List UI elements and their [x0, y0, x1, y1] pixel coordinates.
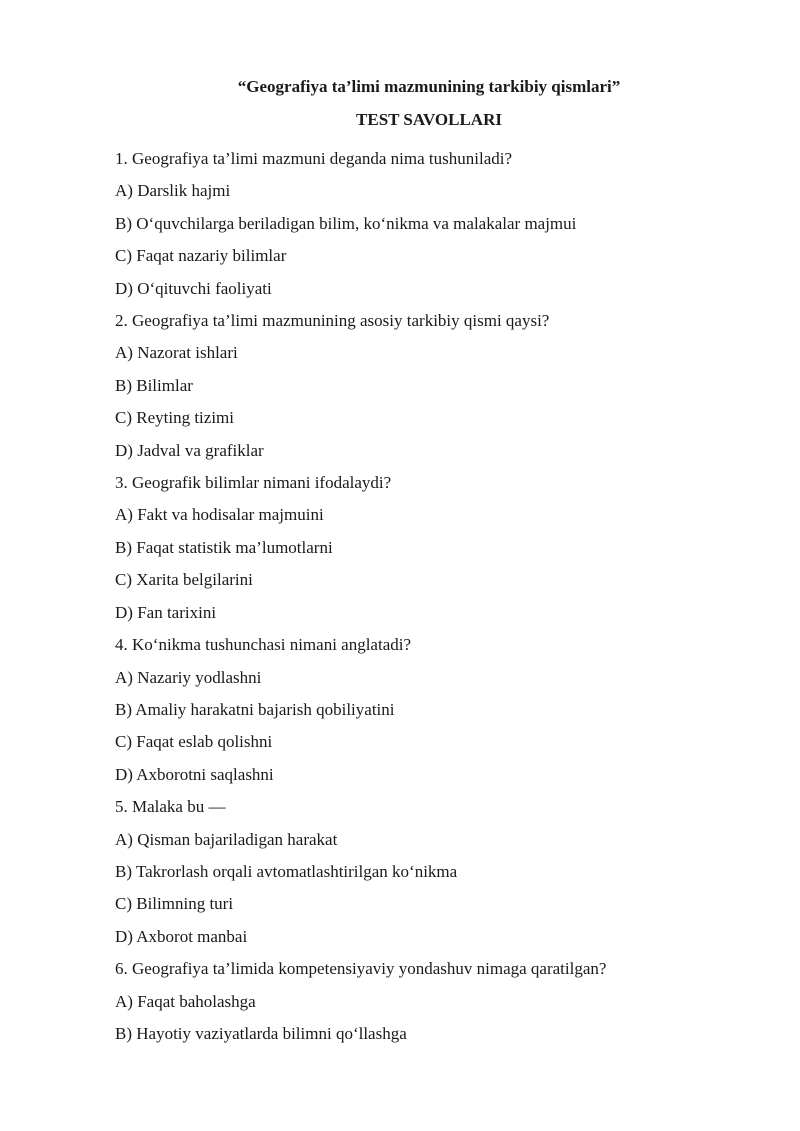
question-text: 4. Ko‘nikma tushunchasi nimani anglatadi? — [115, 635, 412, 655]
answer-option: A) Qisman bajariladigan harakat — [115, 829, 338, 849]
answer-option: B) Takrorlash orqali avtomatlashtirilgan ko‘nikma — [115, 861, 458, 881]
questions-list — [115, 143, 755, 1050]
answer-option: C) Bilimning turi — [115, 894, 234, 914]
answer-option: C) Xarita belgilarini — [115, 570, 253, 590]
question-text: 6. Geografiya ta’limida kompetensiyaviy yondashuv nimaga qaratilgan? — [115, 959, 607, 979]
answer-option: B) Hayotiy vaziyatlarda bilimni qo‘llashga — [115, 1023, 407, 1043]
answer-option: B) O‘quvchilarga beriladigan bilim, ko‘nikma va malakalar majmui — [115, 213, 577, 233]
answer-option: C) Reyting tizimi — [115, 408, 234, 428]
answer-option: D) Fan tarixini — [115, 602, 217, 622]
answer-option: B) Amaliy harakatni bajarish qobiliyatini — [115, 699, 395, 719]
answer-option: D) O‘qituvchi faoliyati — [115, 278, 272, 298]
document-title: “Geografiya ta’limi mazmunining tarkibiy qismlari” — [237, 77, 621, 96]
question-text: 1. Geografiya ta’limi mazmuni deganda nima tushuniladi? — [115, 149, 513, 168]
answer-option: A) Faqat baholashga — [115, 991, 256, 1011]
answer-option: D) Axborotni saqlashni — [115, 764, 274, 784]
answer-option: A) Darslik hajmi — [115, 181, 231, 201]
answer-option: C) Faqat nazariy bilimlar — [115, 246, 287, 266]
answer-option: D) Jadval va grafiklar — [115, 440, 264, 460]
answer-option: B) Bilimlar — [115, 375, 193, 395]
question-text: 5. Malaka bu — — [115, 797, 226, 817]
document-subtitle: TEST SAVOLLARI — [356, 110, 502, 129]
question-text: 2. Geografiya ta’limi mazmunining asosiy tarkibiy qismi qaysi? — [115, 311, 550, 331]
answer-option: A) Nazorat ishlari — [115, 343, 238, 363]
answer-option: D) Axborot manbai — [115, 926, 248, 946]
answer-option: C) Faqat eslab qolishni — [115, 732, 273, 752]
answer-option: B) Faqat statistik ma’lumotlarni — [115, 537, 333, 557]
answer-option: A) Nazariy yodlashni — [115, 667, 262, 687]
question-text: 3. Geografik bilimlar nimani ifodalaydi? — [115, 473, 392, 493]
answer-option: A) Fakt va hodisalar majmuini — [115, 505, 324, 525]
